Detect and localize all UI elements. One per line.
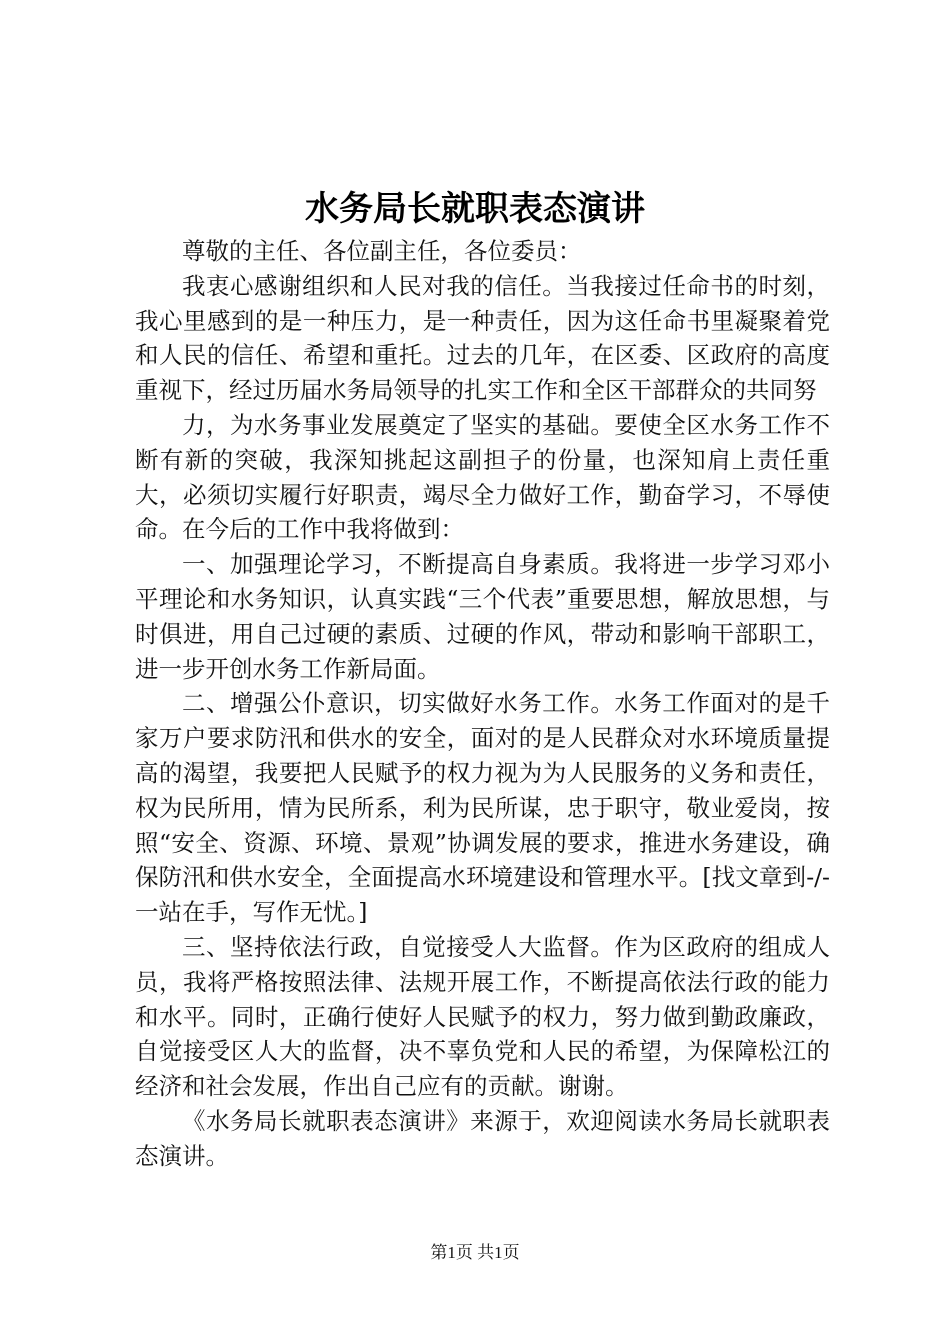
body-paragraph: 我衷心感谢组织和人民对我的信任。当我接过任命书的时刻，我心里感到的是一种压力，是一种责任，因为这任命书里凝聚着党和人民的信任、希望和重托。过去的几年，在区委、区政府的高度重视下，经过历届水务局领导的扎实工作和全区干部群众的共同努 xyxy=(135,271,830,405)
body-paragraph: 一、加强理论学习，不断提高自身素质。我将进一步学习邓小平理论和水务知识，认真实践“三个代表”重要思想，解放思想，与时俱进，用自己过硬的素质、过硬的作风，带动和影响干部职工，进一步开创水务工作新局面。 xyxy=(135,550,830,683)
body-paragraph: 二、增强公仆意识，切实做好水务工作。水务工作面对的是千家万户要求防汛和供水的安全，面对的是人民群众对水环境质量提高的渴望，我要把人民赋予的权力视为为人民服务的义务和责任，权为民所用，情为民所系，利为民所谋，忠于职守，敬业爱岗，按照“安全、资源、环境、景观”协调发展的要求，推进水务建设，确保防汛和供水安全，全面提高水环境建设和管理水平。[找文章到-/-一站在手，写作无忧。] xyxy=(135,689,830,927)
document-body xyxy=(135,234,830,1174)
page-number-footer: 第1页 共1页 xyxy=(430,1243,520,1262)
body-paragraph: 三、坚持依法行政，自觉接受人大监督。作为区政府的组成人员，我将严格按照法律、法规开展工作，不断提高依法行政的能力和水平。同时，正确行使好人民赋予的权力，努力做到勤政廉政，自觉接受区人大的监督，决不辜负党和人民的希望，为保障松江的经济和社会发展，作出自己应有的贡献。谢谢。 xyxy=(135,932,830,1101)
salutation-paragraph: 尊敬的主任、各位副主任，各位委员： xyxy=(182,237,582,265)
document-title: 水务局长就职表态演讲 xyxy=(305,189,645,229)
body-paragraph: 力，为水务事业发展奠定了坚实的基础。要使全区水务工作不断有新的突破，我深知挑起这副担子的份量，也深知肩上责任重大，必须切实履行好职责，竭尽全力做好工作，勤奋学习，不辱使命。在今后的工作中我将做到： xyxy=(135,410,830,544)
source-note-paragraph: 《水务局长就职表态演讲》来源于，欢迎阅读水务局长就职表态演讲。 xyxy=(135,1106,830,1170)
